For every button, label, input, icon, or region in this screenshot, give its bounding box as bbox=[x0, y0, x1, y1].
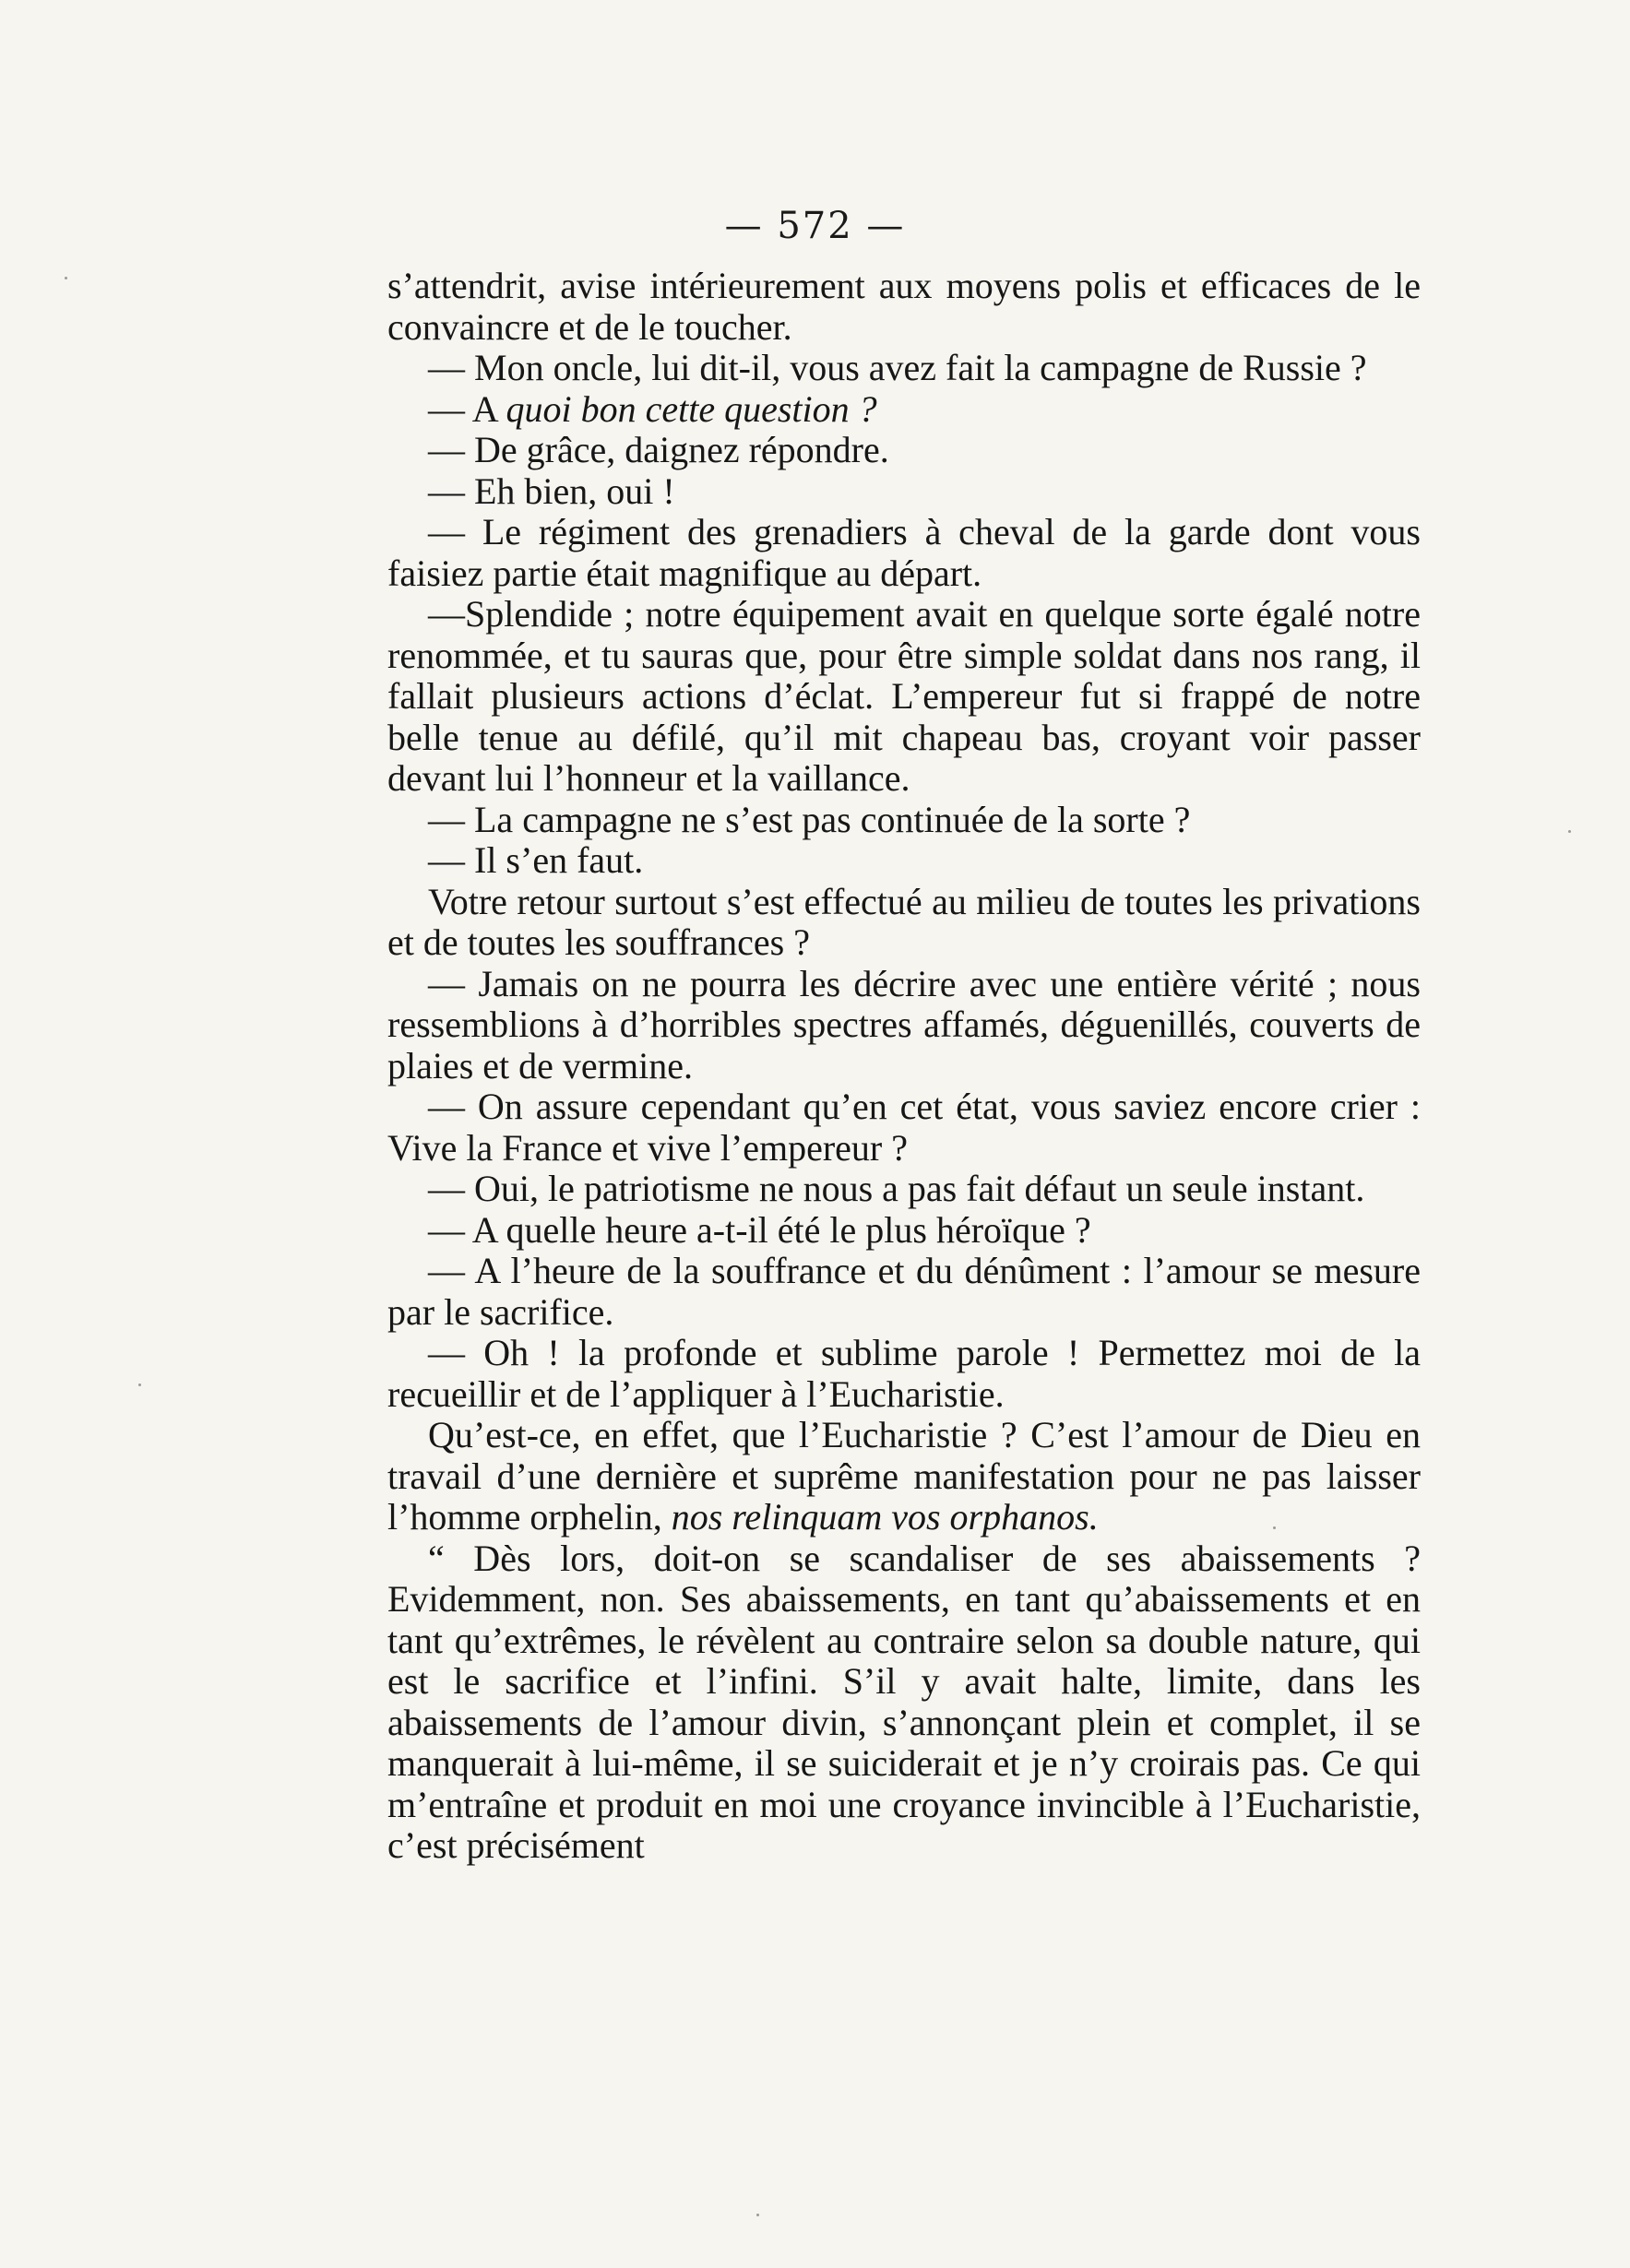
paragraph-12: — On assure cependant qu’en cet état, vous saviez encore crier : Vive la France et vive l’empereur ? bbox=[387, 1086, 1421, 1169]
paragraph-8: — La campagne ne s’est pas continuée de la sorte ? bbox=[428, 798, 1191, 840]
paragraph-17 bbox=[387, 1415, 1421, 1538]
paragraph-3-italic: quoi bon cette question ? bbox=[506, 387, 877, 430]
page-number: — 572 — bbox=[724, 205, 906, 247]
paragraph-14: — A quelle heure a-t-il été le plus héroïque ? bbox=[428, 1208, 1091, 1251]
body-text bbox=[387, 266, 1421, 1867]
paragraph-13: — Oui, le patriotisme ne nous a pas fait défaut un seule instant. bbox=[428, 1168, 1365, 1209]
paragraph-4: — De grâce, daignez répondre. bbox=[428, 429, 889, 470]
scan-speck bbox=[1273, 1526, 1276, 1529]
paragraph-15: — A l’heure de la souffrance et du dénûment : l’amour se mesure par le sacrifice. bbox=[387, 1250, 1421, 1333]
scan-speck bbox=[138, 1383, 141, 1386]
paragraph-18: “ Dès lors, doit-on se scandaliser de ses abaissements ? Evidemment, non. Ses abaissements, en tant qu’abaissements et en tant qu’extrêmes, le révèlent au contraire selon sa double nature, qui est le sacrifice et l’infini. S’il y avait halte, limite, dans les abaissements de l’amour divin, s’annonçant plein et complet, il se manquerait à lui-même, il se suiciderait et je n’y croirais pas. Ce qui m’entraîne et produit en moi une croyance invincible à l’Eucharistie, c’est précisément bbox=[387, 1537, 1421, 1866]
scan-speck bbox=[756, 2214, 759, 2216]
paragraph-7: —Splendide ; notre équipement avait en quelque sorte égalé notre renommée, et tu sauras que, pour être simple soldat dans nos rang, il fallait plusieurs actions d’éclat. L’empereur fut si frappé de notre belle tenue au défilé, qu’il mit chapeau bas, croyant voir passer devant lui l’honneur et la vaillance. bbox=[387, 593, 1421, 799]
paragraph-1: s’attendrit, avise intérieurement aux moyens polis et efficaces de le convaincre et de le toucher. bbox=[387, 265, 1421, 348]
paragraph-17-text: Qu’est-ce, en effet, que l’Eucharistie ? C’est l’amour de Dieu en travail d’une dernière et suprême manifestation pour ne pas laisser l’homme orphelin, bbox=[387, 1414, 1421, 1538]
scan-speck bbox=[65, 277, 67, 279]
paragraph-2: — Mon oncle, lui dit-il, vous avez fait la campagne de Russie ? bbox=[428, 347, 1367, 388]
paragraph-3 bbox=[387, 389, 1421, 431]
paragraph-11: — Jamais on ne pourra les décrire avec une entière vérité ; nous ressemblions à d’horribles spectres affamés, déguenillés, couverts de plaies et de vermine. bbox=[387, 962, 1421, 1087]
paragraph-6: — Le régiment des grenadiers à cheval de la garde dont vous faisiez partie était magnifique au départ. bbox=[387, 511, 1421, 594]
paragraph-5: — Eh bien, oui ! bbox=[428, 469, 675, 512]
scan-speck bbox=[1568, 830, 1571, 833]
paragraph-17-latin: nos relinquam vos orphanos. bbox=[671, 1496, 1099, 1538]
paragraph-16: — Oh ! la profonde et sublime parole ! Permettez moi de la recueillir et de l’appliquer à l’Eucharistie. bbox=[387, 1332, 1421, 1415]
paragraph-9: — Il s’en faut. bbox=[428, 839, 644, 881]
paragraph-3-dash: — A bbox=[428, 387, 506, 430]
paragraph-10: Votre retour surtout s’est effectué au milieu de toutes les privations et de toutes les souffrances ? bbox=[387, 880, 1421, 963]
